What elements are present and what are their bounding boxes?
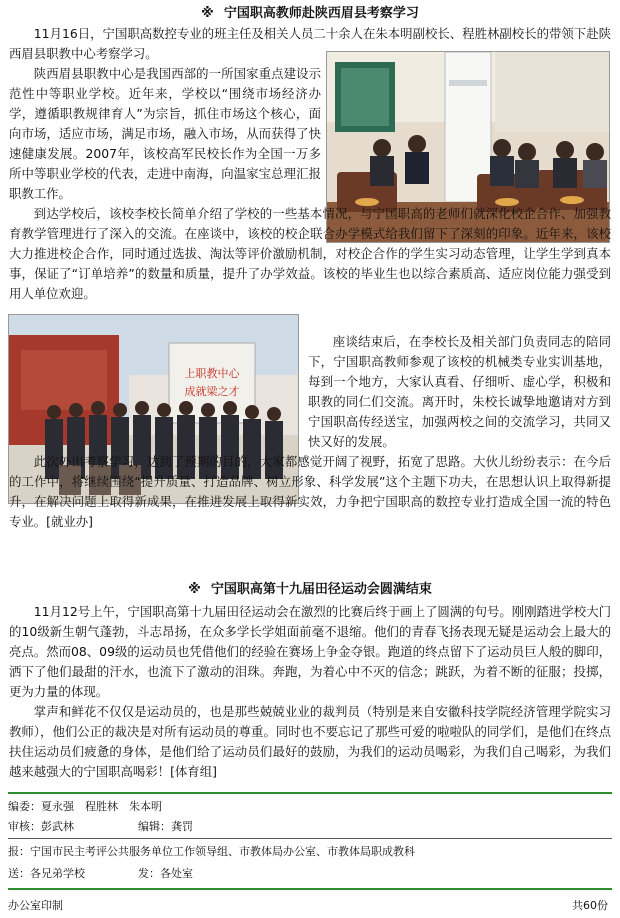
footer-send-to: 送：各兄弟学校 [8,867,85,880]
article2-paragraph-1: 11月12号上午，宁国职高第十九届田径运动会在激烈的比赛后终于画上了圆满的句号。刚刚踏进学校大门的10级新生朝气蓬勃，斗志昂扬，在众多学长学姐面前毫不退缩。他们的青春飞扬表现无疑是运动会上最大的亮点。然而08、09级的运动员也凭借他们的经验在赛场上争金夺银。跑道的终点留下了运动员巨人般的脚印，洒下了他们最甜的汗水，也流下了激动的泪珠。奔跑，为着心中不灭的信念；跳跃，为着不断的征服；投掷，更为力量的体现。 [9,604,611,699]
article2-title [0,580,620,600]
article1-title-text: 宁国职高教师赴陕西眉县考察学习 [223,6,419,21]
footer-printed-by: 办公室印制 [8,899,63,912]
footer-copies: 共60份 [572,899,608,912]
article1-title [0,4,620,24]
article1-paragraph-4: 座谈结束后，在李校长及相关部门负责同志的陪同下，宁国职高教师参观了该校的机械类专业实训基地，每到一个地方，大家认真看、仔细听、虚心学，积极和职教的同仁们交流。离开时，朱校长诚挚地邀请对方到宁国职高传经送宝，加强两校之间的交流学习，共同又快又好的发展。 [308,334,611,449]
footer-editor: 编辑：龚罚 [138,820,193,833]
article1-paragraph-1: 11月16日，宁国职高数控专业的班主任及相关人员二十余人在朱本明副校长、程胜林副校长的带领下赴陕西眉县职教中心考察学习。 [9,26,611,61]
banner-sign-2: 成就梁之才 [184,385,240,398]
article1-paragraph-5: 此次外出考察学习，达到了预期的目的，大家都感觉开阔了视野，拓宽了思路。大伙儿纷纷表示：在今后的工作中，将继续围绕“提升质量、打造品牌、树立形象、科学发展”这个主题下功夫，在思想认识上取得新提升，在解决问题上取得新成果，在推进发展上取得新实效，力争把宁国职高的数控专业打造成全国一流的特色专业。[就业办] [9,454,611,529]
footer-rule-top [8,792,612,794]
footer-editors: 编委：夏永强 程胜林 朱本明 [8,800,162,813]
article2-paragraph-2: 掌声和鲜花不仅仅是运动员的，也是那些兢兢业业的裁判员（特别是来自安徽科技学院经济管理学院实习教师），他们公正的裁决是对所有运动员的尊重。同时也不要忘记了那些可爱的啦啦队的同学们，是他们在终点扶住运动员们疲惫的身体，是他们给了运动员们最好的鼓励，为我们的运动员喝彩，为我们自己喝彩，为我们越来越强大的宁国职高喝彩！[体育组] [9,704,611,779]
banner-sign: 上职教中心 [184,367,240,380]
article2-title-text: 宁国职高第十九届田径运动会圆满结束 [210,582,432,597]
footer-rule-mid [8,838,612,839]
article1-paragraph-2: 陕西眉县职教中心是我国西部的一所国家重点建设示范性中等职业学校。近年来，学校以“围绕市场经济办学，遵循职教规律育人”为宗旨，抓住市场这个核心，面向市场，适应市场，满足市场，融入市场，从而获得了快速健康发展。2007年，该校高军民校长作为全国一万多所中等职业学校的代表，走进中南海，向温家宝总理汇报职教工作。 [9,66,321,201]
footer-rule-bottom [8,888,612,890]
title-mark: ※ [188,582,201,597]
footer-issue-to: 发：各处室 [138,867,193,880]
footer-reviewer: 审核：彭武林 [8,820,74,833]
article1-paragraph-3: 到达学校后，该校李校长简单介绍了学校的一些基本情况，与宁国职高的老师们就深化校企合作、加强教育教学管理进行了深入的交流。在座谈中，该校的校企联合办学模式给我们留下了深刻的印象。近年来，该校大力推进校企合作，同时通过选拔、淘汰等评价激励机制，对校企合作的学生实习动态管理，让学生学到真本事，保证了“订单培养”的数量和质量，提升了办学效益。该校的毕业生也以综合素质高、适应岗位能力强受到用人单位欢迎。 [9,206,611,301]
footer-report-to: 报：宁国市民主考评公共服务单位工作领导组、市教体局办公室、市教体局职成教科 [8,845,415,858]
title-mark: ※ [201,6,214,21]
